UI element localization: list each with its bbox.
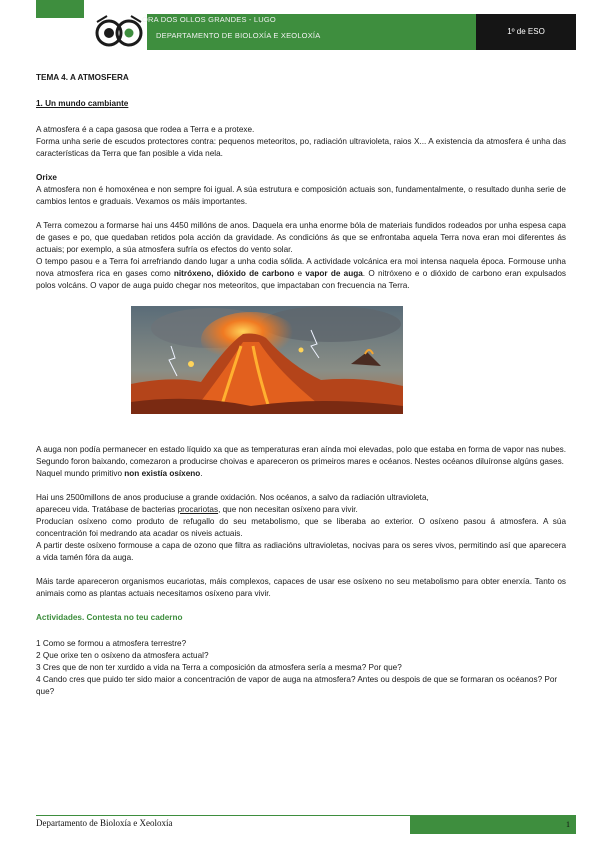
bold-term: , dióxido de carbono bbox=[211, 269, 295, 278]
school-name: ÓRA DOS OLLOS GRANDES - LUGO bbox=[142, 15, 276, 24]
subheading-orixe: Orixe bbox=[36, 173, 57, 182]
question-item: 2 Que orixe ten o osíxeno da atmosfera actual? bbox=[36, 651, 209, 660]
paragraph: A Terra comezou a formarse hai uns 4450 millóns de anos. Daquela era unha enorme bóla de materiais fundidos rodeados por unha espesa capa de gases e po, que quedaban retidos pola acción da gravidade. As condicións ás que se enfrontaba aquela Terra nova eran moi diferentes ás actuais; por exemplo, a súa atmosfera sufría os efectos do vento solar. bbox=[36, 221, 566, 254]
question-item: 1 Como se formou a atmosfera terrestre? bbox=[36, 639, 187, 648]
paragraph: Forma unha serie de escudos protectores contra: pequenos meteoritos, po, radiación ultravioleta, raios X... A existencia da atmosfera é unha das características da Terra que fan posible a vida nela. bbox=[36, 137, 566, 158]
text: , que non necesitan osíxeno para vivir. bbox=[218, 505, 358, 514]
question-item: 3 Cres que de non ter xurdido a vida na Terra a composición da atmosfera sería a mesma? Por que? bbox=[36, 663, 402, 672]
paragraph: Hai uns 2500millons de anos produciuse a grande oxidación. Nos océanos, a salvo da radiación ultravioleta, bbox=[36, 493, 429, 502]
text: O tempo pasou e a Terra foi arrefriando dando lugar a unha codia sólida. A actividade volcánica era moi intensa naquela época. Formouse unha nova atmosfera rica en gases como bbox=[36, 257, 566, 278]
bold-term: non existía osíxeno bbox=[124, 469, 201, 478]
paragraph: A partir deste osíxeno formouse a capa de ozono que filtra as radiacións ultravioletas, nocivas para os seres vivos, permitindo así que aparecera a vida tamén fóra da auga. bbox=[36, 541, 566, 562]
text: e bbox=[294, 269, 306, 278]
footer-band bbox=[410, 816, 576, 834]
bold-term: nitróxeno bbox=[173, 269, 212, 278]
paragraph: A auga non podía permanecer en estado líquido xa que as temperaturas eran aínda moi elevadas, polo que estaba en forma de vapor nas nubes. Segundo foron baixando, comezaron a producirse choivas e apareceron os primeiros mares e océanos. Nestes océanos diluíronse algúns gases. bbox=[36, 445, 566, 466]
header-accent-strip bbox=[36, 0, 84, 18]
text: . O nitróxeno e o dióxido de carbono eran expulsados polos volcáns. O vapor de auga puido chegar nos meteoritos, que impactaban con frecuencia na Terra. bbox=[36, 269, 566, 290]
paragraph: A atmosfera non é homoxénea e non sempre foi igual. A súa estrutura e composición actuais son, fundamentalmente, o resultado dunha serie de cambios lentos e graduais. Vexamos os máis importantes. bbox=[36, 185, 566, 206]
paragraph bbox=[36, 504, 566, 516]
school-logo bbox=[93, 12, 147, 52]
paragraph bbox=[36, 468, 566, 480]
paragraph bbox=[36, 256, 566, 292]
text: apareceu vida. Tratábase de bacterias bbox=[36, 505, 178, 514]
page-title: TEMA 4. A ATMOSFERA bbox=[36, 73, 129, 82]
footer-department: Departamento de Bioloxía e Xeoloxía bbox=[36, 818, 173, 828]
paragraph: Producían osíxeno como produto de refugallo do seu metabolismo, que se liberaba ao exterior. O osíxeno pasou á atmosfera. A súa concentración foi medrando ata acadar os niveis actuais. bbox=[36, 517, 566, 538]
activities-heading: Actividades. Contesta no teu caderno bbox=[36, 613, 183, 622]
paragraph: A atmosfera é a capa gasosa que rodea a Terra e a protexe. bbox=[36, 125, 255, 134]
glossary-link[interactable]: procariotas bbox=[177, 505, 219, 514]
page-number: 1 bbox=[566, 820, 570, 829]
text: Naquel mundo primitivo bbox=[36, 469, 125, 478]
question-item: 4 Cando cres que puido ter sido maior a concentración de vapor de auga na atmosfera? Antes ou despois de que se formaran os océanos? Por que? bbox=[36, 675, 558, 696]
bold-term: vapor de auga bbox=[305, 269, 363, 278]
section-heading: 1. Un mundo cambiante bbox=[36, 99, 129, 108]
volcano-illustration bbox=[131, 306, 403, 414]
text: . bbox=[200, 469, 203, 478]
course-label: 1º de ESO bbox=[507, 27, 545, 36]
document-body bbox=[36, 72, 566, 698]
paragraph: Máis tarde apareceron organismos eucariotas, máis complexos, capaces de usar ese osíxeno no seu metabolismo para obter enerxía. Tanto os animais como as plantas actuais necesitamos osíxeno para vivir. bbox=[36, 577, 566, 598]
department-name: DEPARTAMENTO DE BIOLOXÍA E XEOLOXÍA bbox=[156, 31, 321, 40]
